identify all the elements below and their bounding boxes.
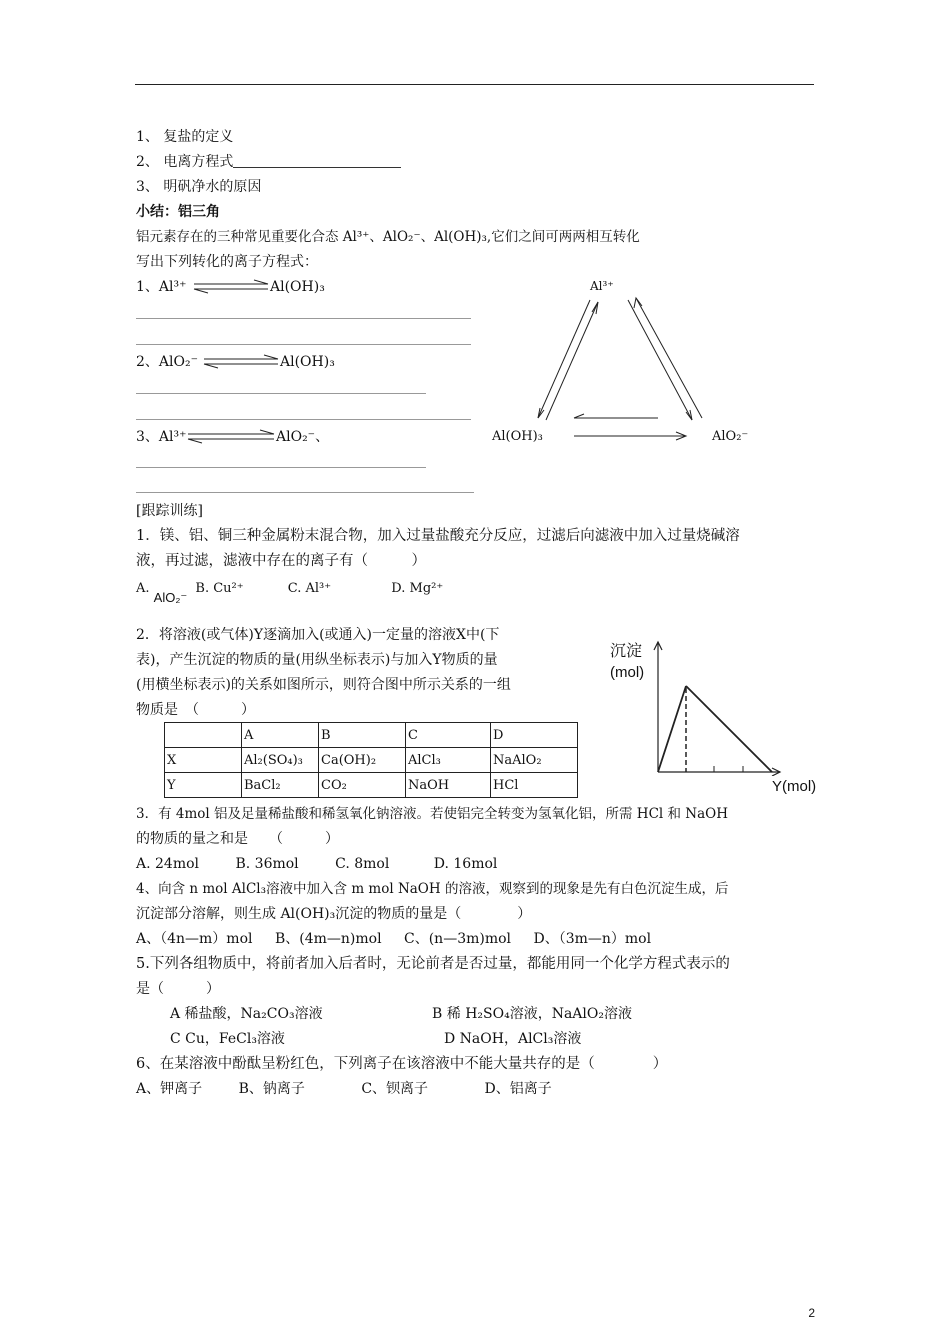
question-2-text: 2、 电离方程式 [136, 154, 234, 170]
precipitate-graph [650, 636, 790, 776]
conversion-right: Al(OH)₃ [280, 354, 335, 370]
table-cell: NaOH [406, 773, 491, 798]
practice-q5-line1: 5.下列各组物质中，将前者加入后者时，无论前者是否过量，都能用同一个化学方程式表示的 [136, 956, 730, 972]
table-row [165, 723, 578, 748]
table-cell: Y [165, 773, 242, 798]
practice-q3-line1: 3．有 4mol 铝及足量稀盐酸和稀氢氧化钠溶液。若使铝完全转变为氢氧化铝，所需 HCl 和 NaOH [136, 806, 729, 822]
triangle-left-label: Al(OH)₃ [492, 429, 543, 444]
graph-fall-line [686, 686, 772, 772]
table-cell: D [491, 723, 578, 748]
equilibrium-arrow-1 [192, 279, 270, 295]
option: A. 24mol [136, 856, 200, 872]
table-cell: C [406, 723, 491, 748]
question-2 [136, 153, 401, 171]
table-cell: BaCl₂ [242, 773, 319, 798]
summary-title: 小结：铝三角 [136, 204, 220, 220]
option: D、铝离子 [484, 1081, 552, 1097]
practice-q1-options [136, 579, 444, 605]
answer-line [136, 467, 426, 468]
conversion-num: 3、 [136, 429, 159, 445]
table-cell: NaAlO₂ [491, 748, 578, 773]
option: D. 16mol [433, 856, 498, 872]
intro-text: 铝元素存在的三种常见重要化合态 Al³⁺、AlO₂⁻、Al(OH)₃,它们之间可两两相互转化 [136, 229, 640, 245]
option: C、钡离子 [361, 1081, 429, 1097]
aluminum-triangle-arrows [530, 290, 720, 450]
option-a: AlO₂⁻ [153, 590, 188, 605]
equilibrium-arrow-3 [186, 429, 276, 445]
conversion-left: Al³⁺ [158, 279, 187, 295]
triangle-top-label: Al³⁺ [590, 279, 614, 293]
question-1: 1、 复盐的定义 [136, 129, 234, 145]
equilibrium-arrow-2 [202, 354, 280, 370]
practice-q5-option-b: B 稀 H₂SO₄溶液，NaAlO₂溶液 [432, 1006, 632, 1022]
table-cell: Ca(OH)₂ [319, 748, 406, 773]
practice-q5-option-d: D NaOH，AlCl₃溶液 [444, 1031, 582, 1047]
answer-line [136, 318, 471, 319]
practice-q1-line1: 1．镁、铝、铜三种金属粉末混合物，加入过量盐酸充分反应，过滤后向滤液中加入过量烧碱溶 [136, 528, 740, 544]
practice-q5-option-a: A 稀盐酸，Na₂CO₃溶液 [170, 1006, 323, 1022]
table-cell: B [319, 723, 406, 748]
answer-line [136, 393, 426, 394]
triangle-right-label: AlO₂⁻ [712, 429, 749, 444]
table-cell: HCl [491, 773, 578, 798]
option: C. 8mol [335, 856, 390, 872]
option: B、(4m—n)mol [274, 931, 382, 947]
page-number: 2 [808, 1306, 815, 1320]
header-rule [135, 84, 814, 85]
option: C、(n—3m)mol [404, 931, 512, 947]
table-cell: Al₂(SO₄)₃ [242, 748, 319, 773]
conversion-3 [136, 428, 187, 446]
option: A、钾离子 [136, 1081, 203, 1097]
table-cell: A [242, 723, 319, 748]
options-table [164, 722, 578, 798]
conversion-num: 1、 [136, 279, 159, 295]
graph-xlabel: Y(mol) [772, 778, 817, 795]
practice-q5-option-c: C Cu，FeCl₃溶液 [170, 1031, 285, 1047]
option: B. 36mol [235, 856, 299, 872]
answer-blank [233, 153, 401, 168]
answer-line [136, 419, 471, 420]
practice-q4-options [136, 930, 651, 948]
table-row [165, 748, 578, 773]
answer-line [136, 344, 471, 345]
instruction-text: 写出下列转化的离子方程式： [136, 254, 318, 270]
conversion-right: AlO₂⁻、 [276, 429, 330, 445]
table-cell: X [165, 748, 242, 773]
option-a-label: A. [136, 581, 150, 596]
conversion-left: Al³⁺ [158, 429, 187, 445]
graph-yunit: (mol) [610, 664, 645, 681]
conversion-left: AlO₂⁻ [158, 354, 198, 370]
graph-rise-line [658, 686, 686, 772]
graph-ylabel: 沉淀 [610, 643, 643, 660]
practice-q3-options [136, 855, 497, 873]
conversion-right: Al(OH)₃ [270, 279, 325, 295]
table-cell: CO₂ [319, 773, 406, 798]
option: D、（3m—n）mol [533, 931, 652, 947]
practice-title: [跟踪训练] [136, 503, 203, 519]
practice-q2-line4: 物质是 （ ） [136, 702, 255, 718]
conversion-1 [136, 278, 187, 296]
table-cell: AlCl₃ [406, 748, 491, 773]
practice-q4-line2: 沉淀部分溶解，则生成 Al(OH)₃沉淀的物质的量是（ ） [136, 906, 532, 922]
practice-q2-line3: (用横坐标表示)的关系如图所示，则符合图中所示关系的一组 [136, 677, 511, 693]
practice-q2-line1: 2．将溶液(或气体)Y逐滴加入(或通入)一定量的溶液X中(下 [136, 627, 500, 643]
practice-q6-options [136, 1080, 552, 1098]
option: B、钠离子 [238, 1081, 305, 1097]
practice-q3-line2: 的物质的量之和是 （ ） [136, 831, 339, 847]
practice-q1-line2: 液，再过滤，滤液中存在的离子有（ ） [136, 553, 426, 569]
conversion-num: 2、 [136, 354, 159, 370]
practice-q4-line1: 4、向含 n mol AlCl₃溶液中加入含 m mol NaOH 的溶液，观察到的现象是先有白色沉淀生成，后 [136, 881, 729, 897]
option-b: B. Cu²⁺ [195, 581, 244, 596]
conversion-2 [136, 353, 198, 371]
table-cell [165, 723, 242, 748]
option-d: D. Mg²⁺ [391, 581, 444, 596]
table-row [165, 773, 578, 798]
answer-line [136, 492, 474, 493]
practice-q2-line2: 表)，产生沉淀的物质的量(用纵坐标表示)与加入Y物质的量 [136, 652, 498, 668]
option: A、（4n—m）mol [136, 931, 253, 947]
practice-q5-line2: 是（ ） [136, 981, 220, 997]
question-3: 3、 明矾净水的原因 [136, 179, 262, 195]
practice-q6-line1: 6、在某溶液中酚酞呈粉红色，下列离子在该溶液中不能大量共存的是（ ） [136, 1056, 668, 1072]
option-c: C. Al³⁺ [287, 581, 332, 596]
